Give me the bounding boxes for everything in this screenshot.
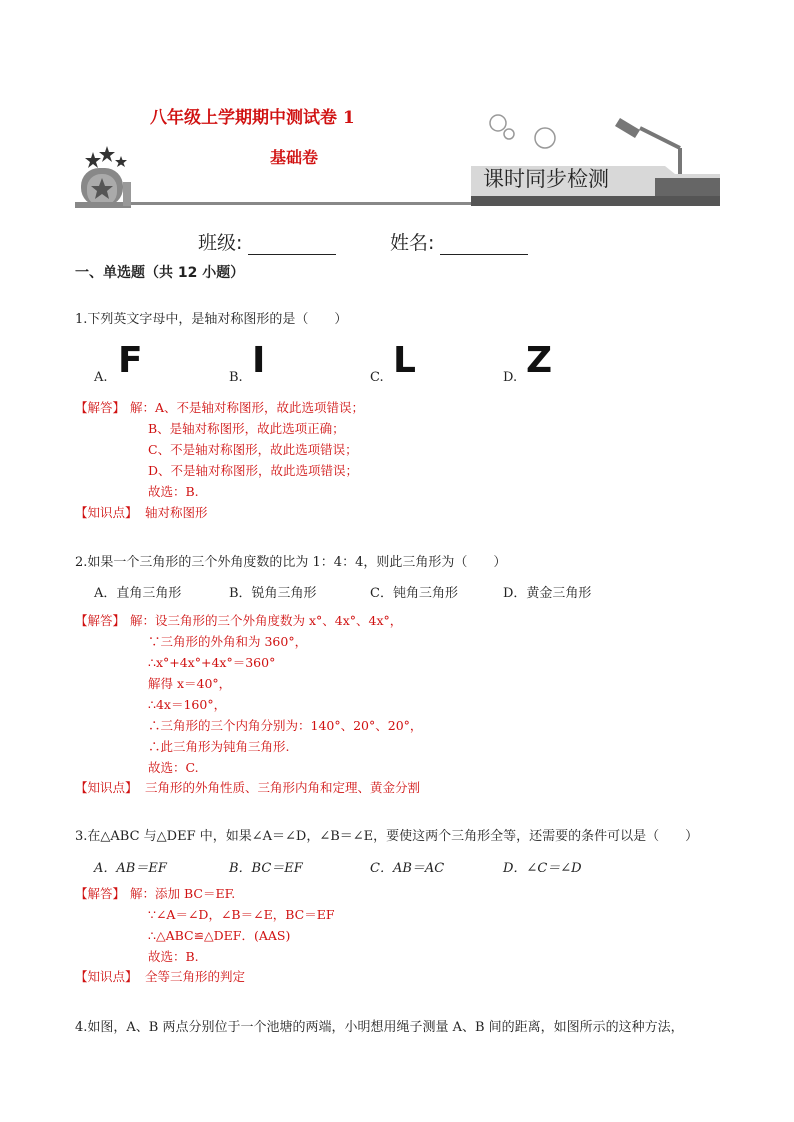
question-3-stem: 3.在△ABC 与△DEF 中，如果∠A＝∠D，∠B＝∠E，要使这两个三角形全等，还需要的条件可以是（ ） (75, 829, 699, 844)
q2-answer-line: 解：设三角形的三个外角度数为 x°、4x°、4x°， (130, 613, 403, 628)
q2-option-b: B．锐角三角形 (229, 586, 317, 601)
question-2-stem: 2.如果一个三角形的三个外角度数的比为 1：4：4，则此三角形为（ ） (75, 555, 507, 570)
q3-knowledge: 全等三角形的判定 (145, 969, 246, 984)
question-4-stem: 4.如图，A、B 两点分别位于一个池塘的两端，小明想用绳子测量 A、B 间的距离，如图所示的这种方法， (75, 1020, 684, 1035)
q1-answer-line: D、不是轴对称图形，故此选项错误； (148, 463, 359, 478)
q1-option-c-label: C. (370, 370, 384, 385)
q3-answer-line: ∴△ABC≌△DEF．(AAS) (148, 928, 291, 943)
banner-text: 课时同步检测 (483, 167, 609, 191)
section-heading: 一、单选题（共 12 小题） (75, 265, 245, 281)
q1-knowledge: 轴对称图形 (145, 505, 208, 520)
q2-answer-line: 故选：C. (148, 760, 199, 775)
q3-answer-line: ∵∠A＝∠D，∠B＝∠E，BC＝EF (148, 907, 335, 922)
page-title: 八年级上学期期中测试卷 1 (150, 108, 355, 128)
question-1-stem: 1.下列英文字母中，是轴对称图形的是（ ） (75, 312, 348, 327)
q3-knowledge-tag: 【知识点】 (75, 969, 138, 984)
q2-answer-tag: 【解答】 (75, 613, 126, 628)
q3-option-c: C．AB＝AC (370, 861, 445, 876)
q1-option-d-label: D. (503, 370, 518, 385)
q2-answer-line: ∴三角形的三个内角分别为：140°、20°、20°， (148, 718, 423, 733)
q1-answer-tag: 【解答】 (75, 400, 126, 415)
q2-option-d: D．黄金三角形 (503, 586, 592, 601)
q1-knowledge-tag: 【知识点】 (75, 505, 138, 520)
q3-answer-tag: 【解答】 (75, 886, 126, 901)
q2-knowledge-tag: 【知识点】 (75, 780, 138, 795)
star-icon (115, 156, 127, 167)
name-blank[interactable] (440, 236, 528, 255)
q3-option-a: A．AB＝EF (94, 861, 167, 876)
q2-knowledge: 三角形的外角性质、三角形内角和定理、黄金分割 (145, 780, 421, 795)
q1-option-d-letter: Z (526, 340, 553, 381)
star-icon (85, 152, 101, 168)
star-icon (99, 146, 115, 162)
q2-option-c: C．钝角三角形 (370, 586, 458, 601)
q1-option-a-label: A. (94, 370, 108, 385)
q2-answer-line: 解得 x＝40°， (148, 676, 232, 691)
q1-option-b-label: B. (229, 370, 243, 385)
q1-option-b-letter: I (252, 340, 266, 381)
q2-answer-line: ∴此三角形为钝角三角形. (148, 739, 290, 754)
q1-answer-line: 故选：B. (148, 484, 199, 499)
q1-option-a-letter: F (118, 340, 143, 381)
q2-option-a: A．直角三角形 (94, 586, 182, 601)
class-field (198, 228, 336, 255)
q2-answer-line: ∴4x＝160°， (148, 697, 227, 712)
q1-answer-line: 解：A、不是轴对称图形，故此选项错误； (130, 400, 365, 415)
q3-answer-line: 故选：B. (148, 949, 199, 964)
q1-option-c-letter: L (393, 340, 416, 381)
q1-answer-line: B、是轴对称图形，故此选项正确； (148, 421, 345, 436)
class-label: 班级: (198, 232, 243, 254)
q2-answer-line: ∴x°+4x°+4x°＝360° (148, 655, 276, 670)
header-decoration (75, 110, 725, 215)
q1-answer-line: C、不是轴对称图形，故此选项错误； (148, 442, 358, 457)
q3-option-b: B．BC＝EF (229, 861, 303, 876)
class-blank[interactable] (248, 236, 336, 255)
name-label: 姓名: (390, 232, 435, 254)
q3-answer-line: 解：添加 BC＝EF. (130, 886, 236, 901)
name-field (390, 228, 528, 255)
page-subtitle: 基础卷 (270, 148, 319, 167)
q2-answer-line: ∵三角形的外角和为 360°， (148, 634, 308, 649)
q3-option-d: D．∠C＝∠D (503, 861, 582, 876)
